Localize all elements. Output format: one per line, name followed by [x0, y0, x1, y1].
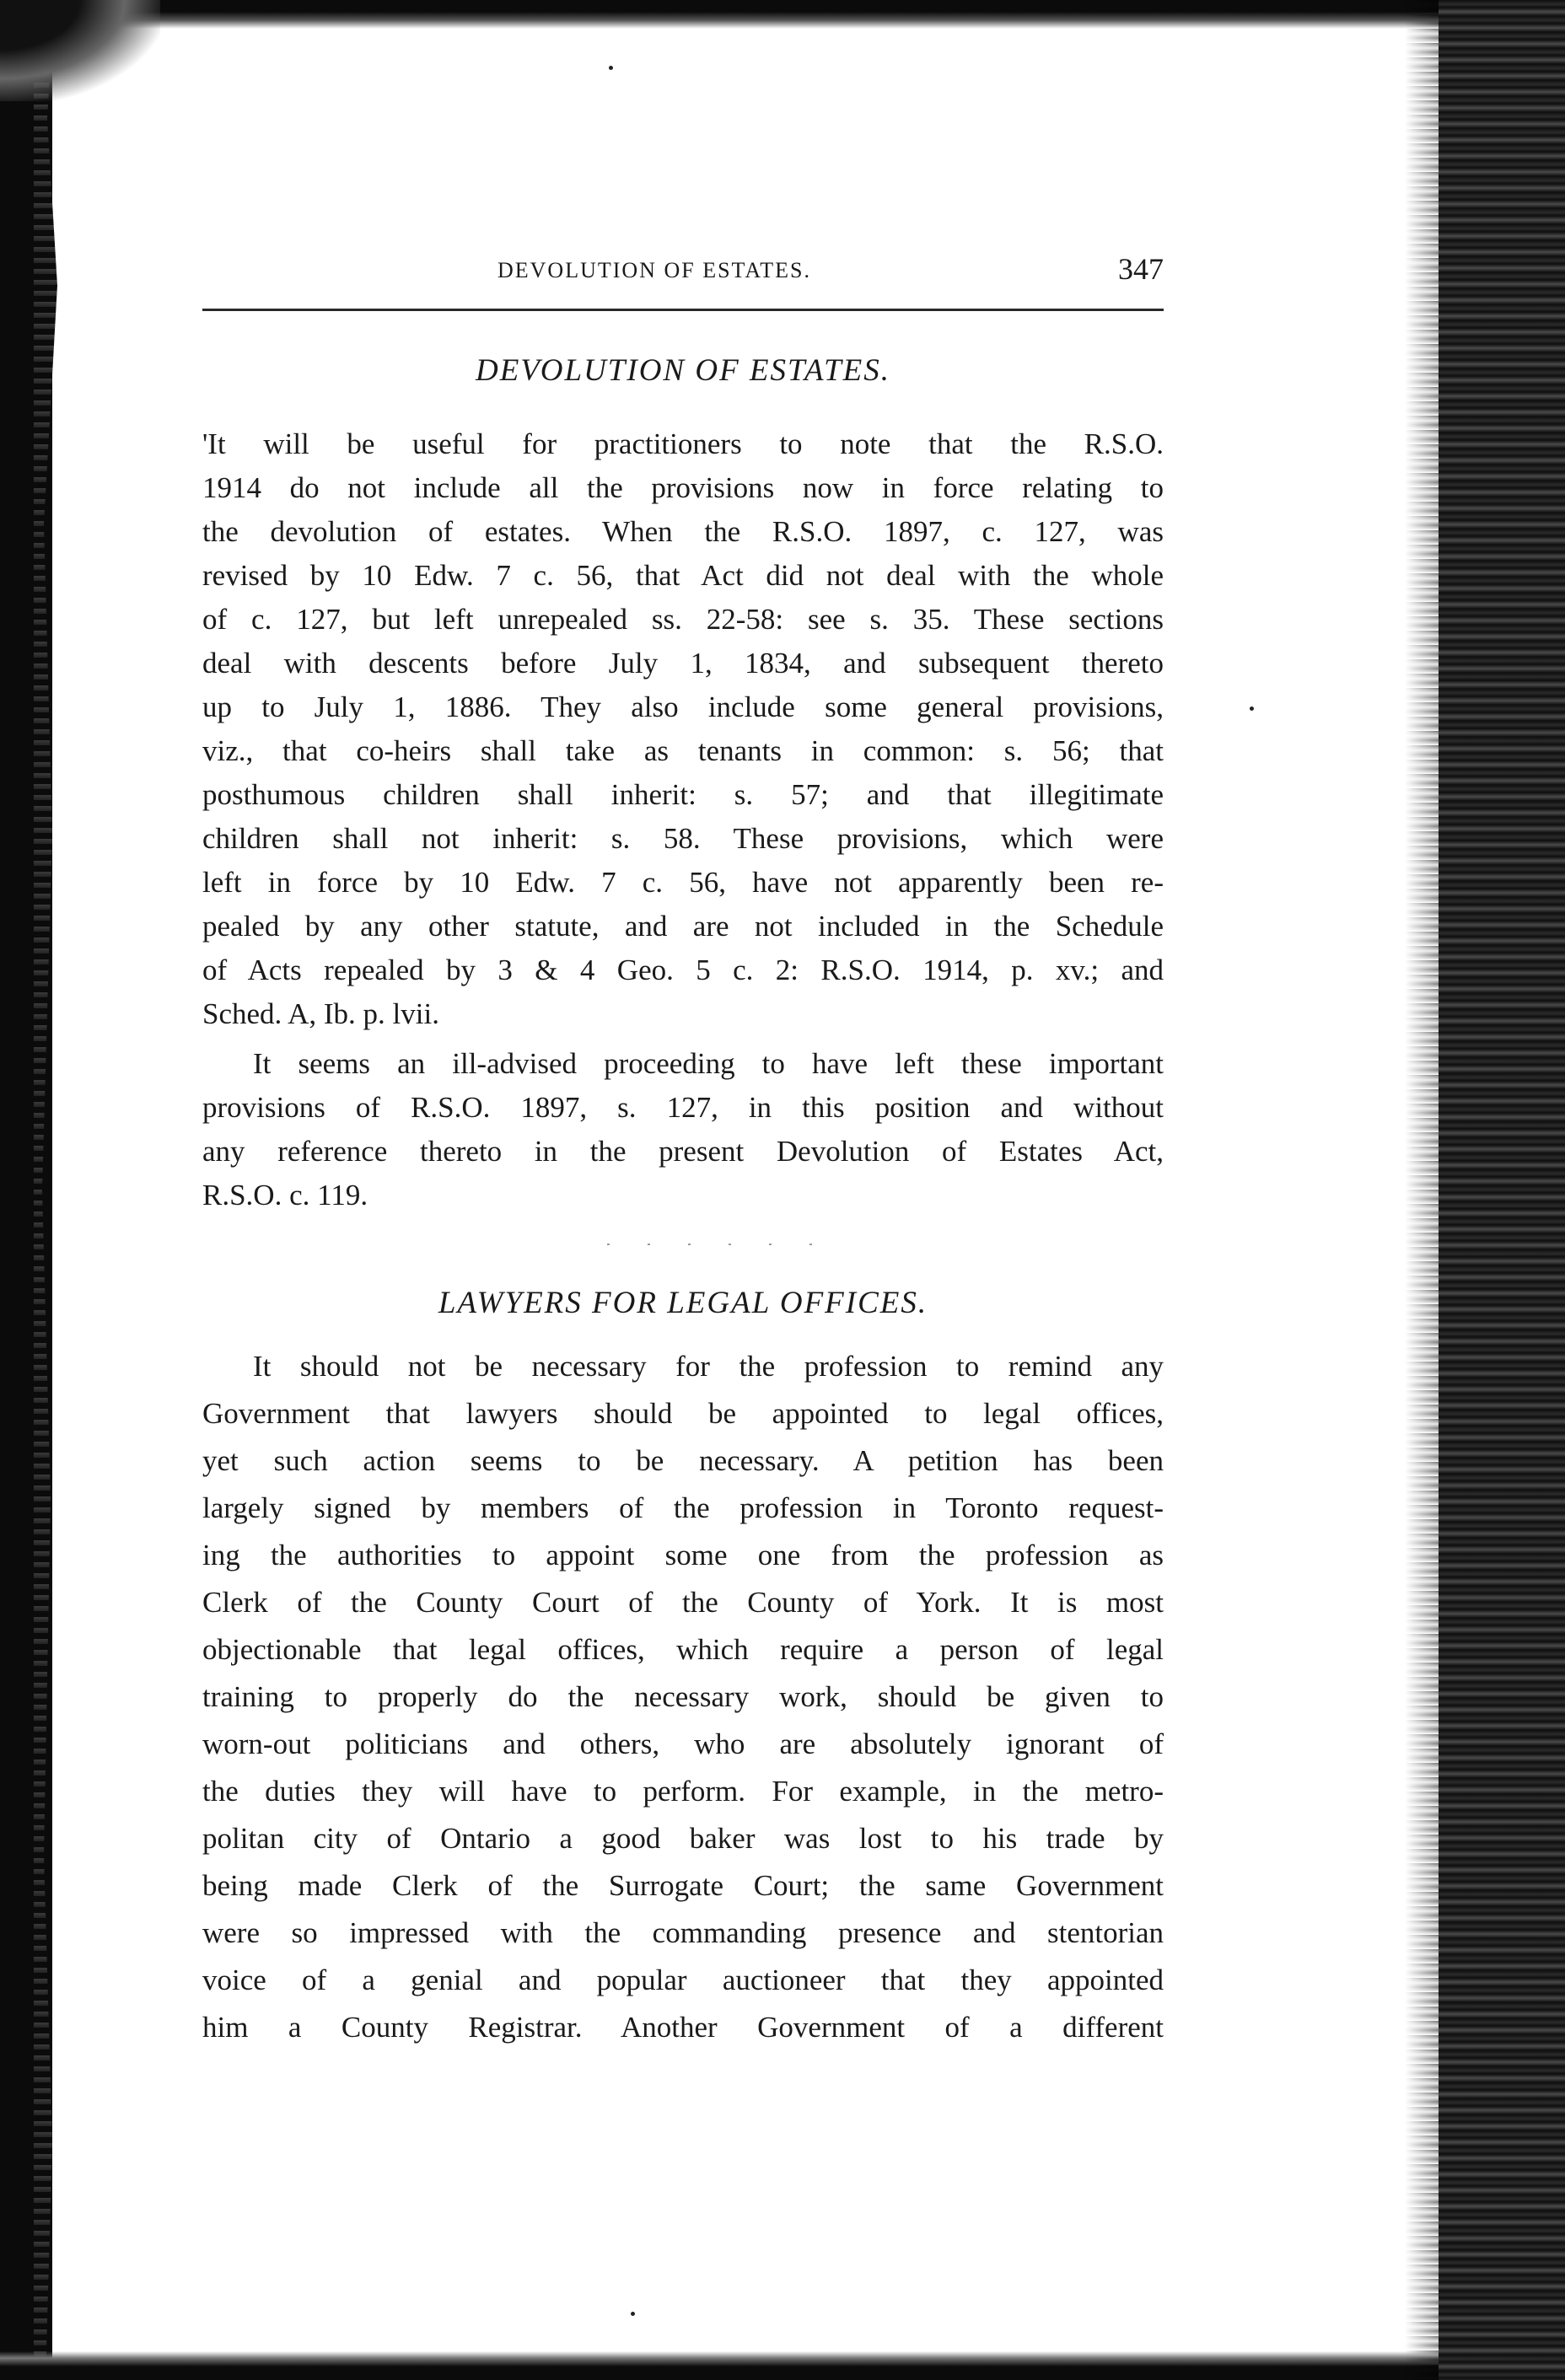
paragraph-line: viz., that co-heirs shall take as tenants in common: s. 56; that: [202, 734, 1164, 767]
paragraph-line: of c. 127, but left unrepealed ss. 22-58: see s. 35. These sections: [202, 603, 1164, 636]
scan-edge-right-fade: [1405, 0, 1439, 2380]
paragraph-line: Government that lawyers should be appointed to legal offices,: [202, 1397, 1164, 1430]
paragraph-line: posthumous children shall inherit: s. 57; and that illegitimate: [202, 778, 1164, 811]
scan-edge-bottom: [0, 2351, 1565, 2380]
scan-edge-top-corner: [0, 0, 160, 101]
paragraph-line: yet such action seems to be necessary. A petition has been: [202, 1444, 1164, 1477]
paragraph-line: up to July 1, 1886. They also include some general provisions,: [202, 690, 1164, 723]
paragraph-line: worn-out politicians and others, who are absolutely ignorant of: [202, 1727, 1164, 1760]
paragraph-line: children shall not inherit: s. 58. These provisions, which were: [202, 822, 1164, 855]
paragraph-line: pealed by any other statute, and are not included in the Schedule: [202, 910, 1164, 943]
paragraph-line: being made Clerk of the Surrogate Court; the same Government: [202, 1869, 1164, 1902]
header-rule: [202, 309, 1164, 311]
scan-speck: [631, 2312, 635, 2316]
paragraph-line: largely signed by members of the profession in Toronto request-: [202, 1491, 1164, 1524]
paragraph-line: 1914 do not include all the provisions now in force relating to: [202, 471, 1164, 504]
running-head: [202, 251, 1164, 292]
page-number: 347: [1118, 252, 1164, 286]
paragraph-line: voice of a genial and popular auctioneer that they appointed: [202, 1964, 1164, 1996]
paragraph-line: objectionable that legal offices, which require a person of legal: [202, 1633, 1164, 1666]
paragraph-line: training to properly do the necessary work, should be given to: [202, 1680, 1164, 1713]
scan-speck: [609, 66, 613, 70]
paragraph-line: R.S.O. c. 119.: [202, 1179, 368, 1211]
paragraph-line: any reference thereto in the present Devolution of Estates Act,: [202, 1135, 1164, 1168]
scan-edge-top: [0, 0, 1565, 29]
paragraph-line: provisions of R.S.O. 1897, s. 127, in this position and without: [202, 1091, 1164, 1124]
section-divider: [607, 1244, 843, 1245]
paragraph-line: the devolution of estates. When the R.S.O. 1897, c. 127, was: [202, 515, 1164, 548]
paragraph-line: It should not be necessary for the profession to remind any: [253, 1350, 1164, 1383]
paragraph-line: were so impressed with the commanding presence and stentorian: [202, 1916, 1164, 1949]
paragraph-line: It seems an ill-advised proceeding to have left these important: [253, 1047, 1164, 1080]
paragraph-line: of Acts repealed by 3 & 4 Geo. 5 c. 2: R.S.O. 1914, p. xv.; and: [202, 954, 1164, 986]
paragraph-line: deal with descents before July 1, 1834, and subsequent thereto: [202, 647, 1164, 680]
scan-speck: [1250, 706, 1254, 711]
section-heading-devolution: DEVOLUTION OF ESTATES.: [475, 353, 891, 388]
running-head-title: DEVOLUTION OF ESTATES.: [497, 258, 811, 282]
paragraph-line: the duties they will have to perform. For example, in the metro-: [202, 1775, 1164, 1808]
paragraph-line: politan city of Ontario a good baker was lost to his trade by: [202, 1822, 1164, 1855]
paragraph-line: Clerk of the County Court of the County of York. It is most: [202, 1586, 1164, 1619]
paragraph-line: left in force by 10 Edw. 7 c. 56, have not apparently been re-: [202, 866, 1164, 899]
scan-edge-right: [1439, 0, 1565, 2380]
paragraph-line: 'It will be useful for practitioners to note that the R.S.O.: [202, 427, 1164, 460]
paragraph-line: Sched. A, Ib. p. lvii.: [202, 997, 439, 1030]
paragraph-line: revised by 10 Edw. 7 c. 56, that Act did not deal with the whole: [202, 559, 1164, 592]
paragraph-line: him a County Registrar. Another Government of a different: [202, 2011, 1164, 2044]
section-heading-lawyers: LAWYERS FOR LEGAL OFFICES.: [438, 1286, 928, 1320]
paragraph-line: ing the authorities to appoint some one from the profession as: [202, 1539, 1164, 1571]
